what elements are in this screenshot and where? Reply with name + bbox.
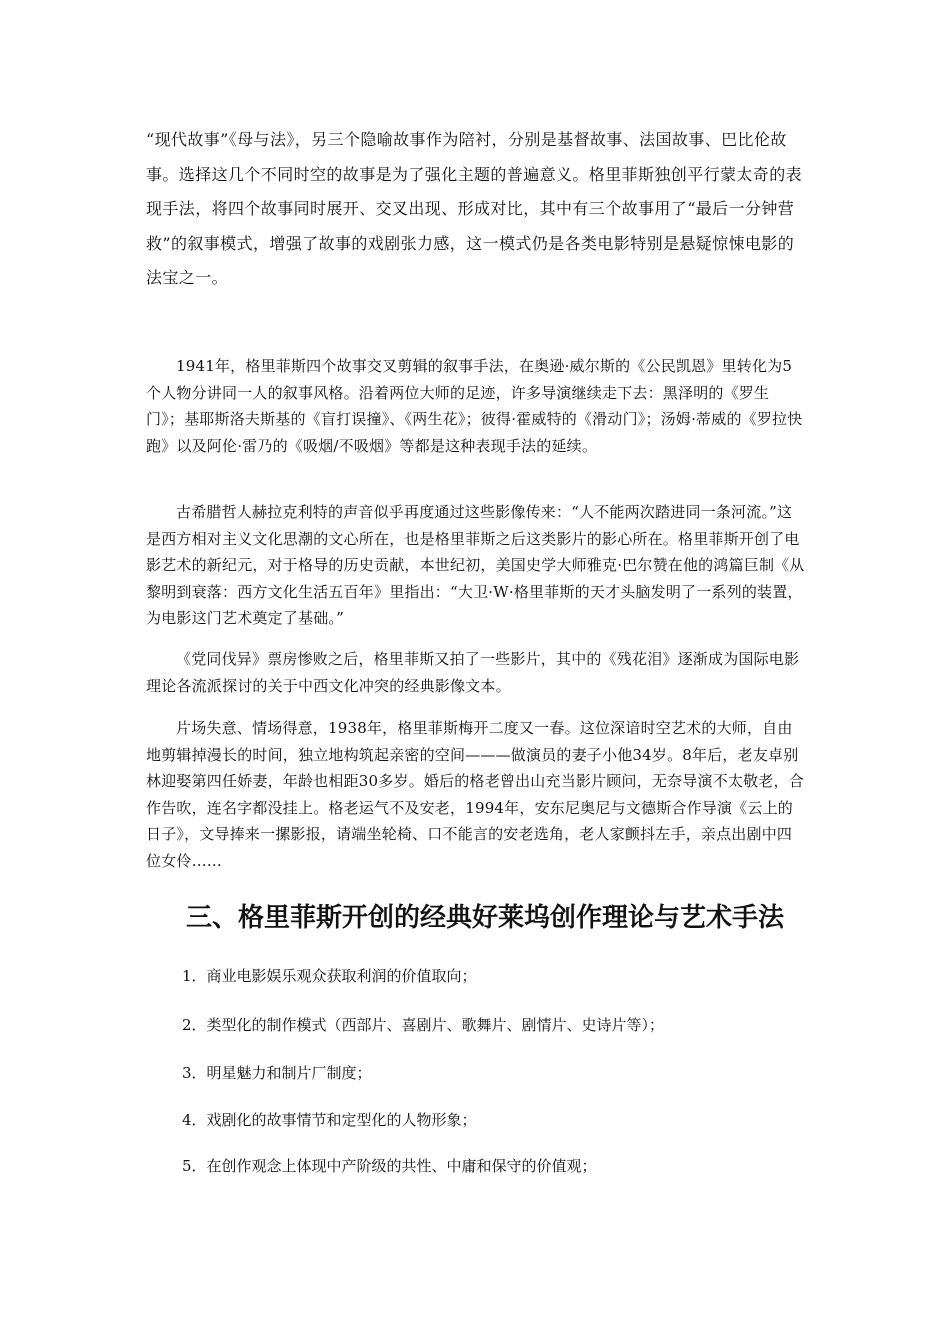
body-paragraph: 片场失意、情场得意，1938年，格里菲斯梅开二度又一春。这位深谙时空艺术的大师，自由地剪辑掉漫长的时间，独立地构筑起亲密的空间———做演员的妻子小他34岁。8年后，老友卓别林迎娶第四任娇妻，年龄也相距30多岁。婚后的格老曾出山充当影片顾问，无奈导演不太敬老，合作告吹，连名字都没挂上。格老运气不及安老，1994年，安东尼奥尼与文德斯合作导演《云上的日子》，文导捧来一摞影报，请端坐轮椅、口不能言的安老选角，老人家颤抖左手，亲点出剧中四位女伶……: [146, 719, 804, 870]
list-item: 4．戏剧化的故事情节和定型化的人物形象；: [182, 1111, 477, 1129]
list-item: 1．商业电影娱乐观众获取利润的价值取向；: [182, 967, 477, 985]
list-item: 2．类型化的制作模式（西部片、喜剧片、歌舞片、剧情片、史诗片等）；: [182, 1016, 665, 1034]
body-paragraph: 古希腊哲人赫拉克利特的声音似乎再度通过这些影像传来：“人不能两次踏进同一条河流。”这是西方相对主义文化思潮的文心所在，也是格里菲斯之后这类影片的影心所在。格里菲斯开创了电影艺术的新纪元，对于格导的历史贡献，本世纪初，美国史学大师雅克·巴尔赞在他的鸿篇巨制《从黎明到衰落：西方文化生活五百年》里指出：“大卫·W·格里菲斯的天才头脑发明了一系列的装置，为电影这门艺术奠定了基础。”: [146, 503, 805, 627]
list-item: 5．在创作观念上体现中产阶级的共性、中庸和保守的价值观；: [182, 1157, 597, 1175]
body-paragraph: 1941年，格里菲斯四个故事交叉剪辑的叙事手法，在奥逊·威尔斯的《公民凯恩》里转化为5个人物分讲同一人的叙事风格。沿着两位大师的足迹，许多导演继续走下去：黑泽明的《罗生门》；基耶斯洛夫斯基的《盲打误撞》、《两生花》；彼得·霍威特的《滑动门》；汤姆·蒂威的《罗拉快跑》以及阿伦·雷乃的《吸烟/不吸烟》等都是这种表现手法的延续。: [146, 357, 803, 455]
section-heading: 三、格里菲斯开创的经典好莱坞创作理论与艺术手法: [186, 903, 785, 933]
body-paragraph: 《党同伐异》票房惨败之后，格里菲斯又拍了一些影片，其中的《残花泪》逐渐成为国际电影理论各流派探讨的关于中西文化冲突的经典影像文本。: [146, 650, 800, 695]
intro-paragraph: “现代故事”《母与法》，另三个隐喻故事作为陪衬，分别是基督故事、法国故事、巴比伦故事。选择这几个不同时空的故事是为了强化主题的普遍意义。格里菲斯独创平行蒙太奇的表现手法，将四个故事同时展开、交叉出现、形成对比，其中有三个故事用了“最后一分钟营救”的叙事模式，增强了故事的戏剧张力感，这一模式仍是各类电影特别是悬疑惊悚电影的法宝之一。: [146, 130, 803, 287]
list-item: 3．明星魅力和制片厂制度；: [182, 1064, 372, 1082]
